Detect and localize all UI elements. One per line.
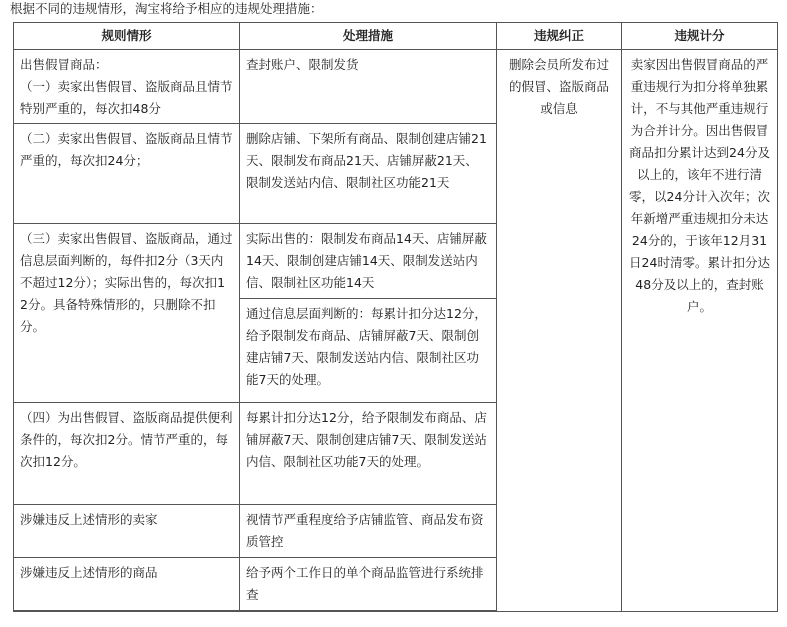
spacer-cell (240, 610, 497, 611)
header-scoring: 违规计分 (622, 23, 778, 50)
header-measure: 处理措施 (240, 23, 497, 50)
spacer-cell (14, 610, 240, 611)
situation-cell: （四）为出售假冒、盗版商品提供便利条件的，每次扣2分。情节严重的，每次扣12分。 (14, 403, 240, 505)
situation-cell: 出售假冒商品： （一）卖家出售假冒、盗版商品且情节特别严重的，每次扣48分 (14, 50, 240, 124)
measure-cell: 视情节严重程度给予店铺监管、商品发布资质管控 (240, 505, 497, 558)
correction-cell: 删除会员所发布过的假冒、盗版商品或信息 (497, 50, 622, 612)
measure-cell: 每累计扣分达12分，给予限制发布商品、店铺屏蔽7天、限制创建店铺7天、限制发送站内信、限制社区功能7天的处理。 (240, 403, 497, 505)
measure-cell: 通过信息层面判断的：每累计扣分达12分，给予限制发布商品、店铺屏蔽7天、限制创建店铺7天、限制发送站内信、限制社区功能7天的处理。 (240, 299, 497, 403)
measure-cell: 查封账户、限制发货 (240, 50, 497, 124)
violation-rules-table (13, 22, 778, 612)
table-header-row (14, 23, 778, 50)
scoring-cell: 卖家因出售假冒商品的严重违规行为扣分将单独累计，不与其他严重违规行为合并计分。因出售假冒商品扣分累计达到24分及以上的，该年不进行清零，以24分计入次年；次年新增严重违规扣分未达24分的，于该年12月31日24时清零。累计扣分达48分及以上的，查封账户。 (622, 50, 778, 612)
header-situation: 规则情形 (14, 23, 240, 50)
situation-cell: 涉嫌违反上述情形的商品 (14, 557, 240, 610)
situation-cell: （二）卖家出售假冒、盗版商品且情节严重的，每次扣24分； (14, 124, 240, 224)
measure-cell: 实际出售的：限制发布商品14天、店铺屏蔽14天、限制创建店铺14天、限制发送站内信、限制社区功能14天 (240, 224, 497, 299)
measure-cell: 给予两个工作日的单个商品监管进行系统排查 (240, 557, 497, 610)
situation-cell: 涉嫌违反上述情形的卖家 (14, 505, 240, 558)
measure-cell: 删除店铺、下架所有商品、限制创建店铺21天、限制发布商品21天、店铺屏蔽21天、限制发送站内信、限制社区功能21天 (240, 124, 497, 224)
intro-text: 根据不同的违规情形，淘宝将给予相应的违规处理措施： (10, 1, 323, 16)
table-row (14, 50, 778, 124)
situation-cell: （三）卖家出售假冒、盗版商品，通过信息层面判断的，每件扣2分（3天内不超过12分）；实际出售的，每次扣12分。具备特殊情形的，只删除不扣分。 (14, 224, 240, 403)
header-correction: 违规纠正 (497, 23, 622, 50)
